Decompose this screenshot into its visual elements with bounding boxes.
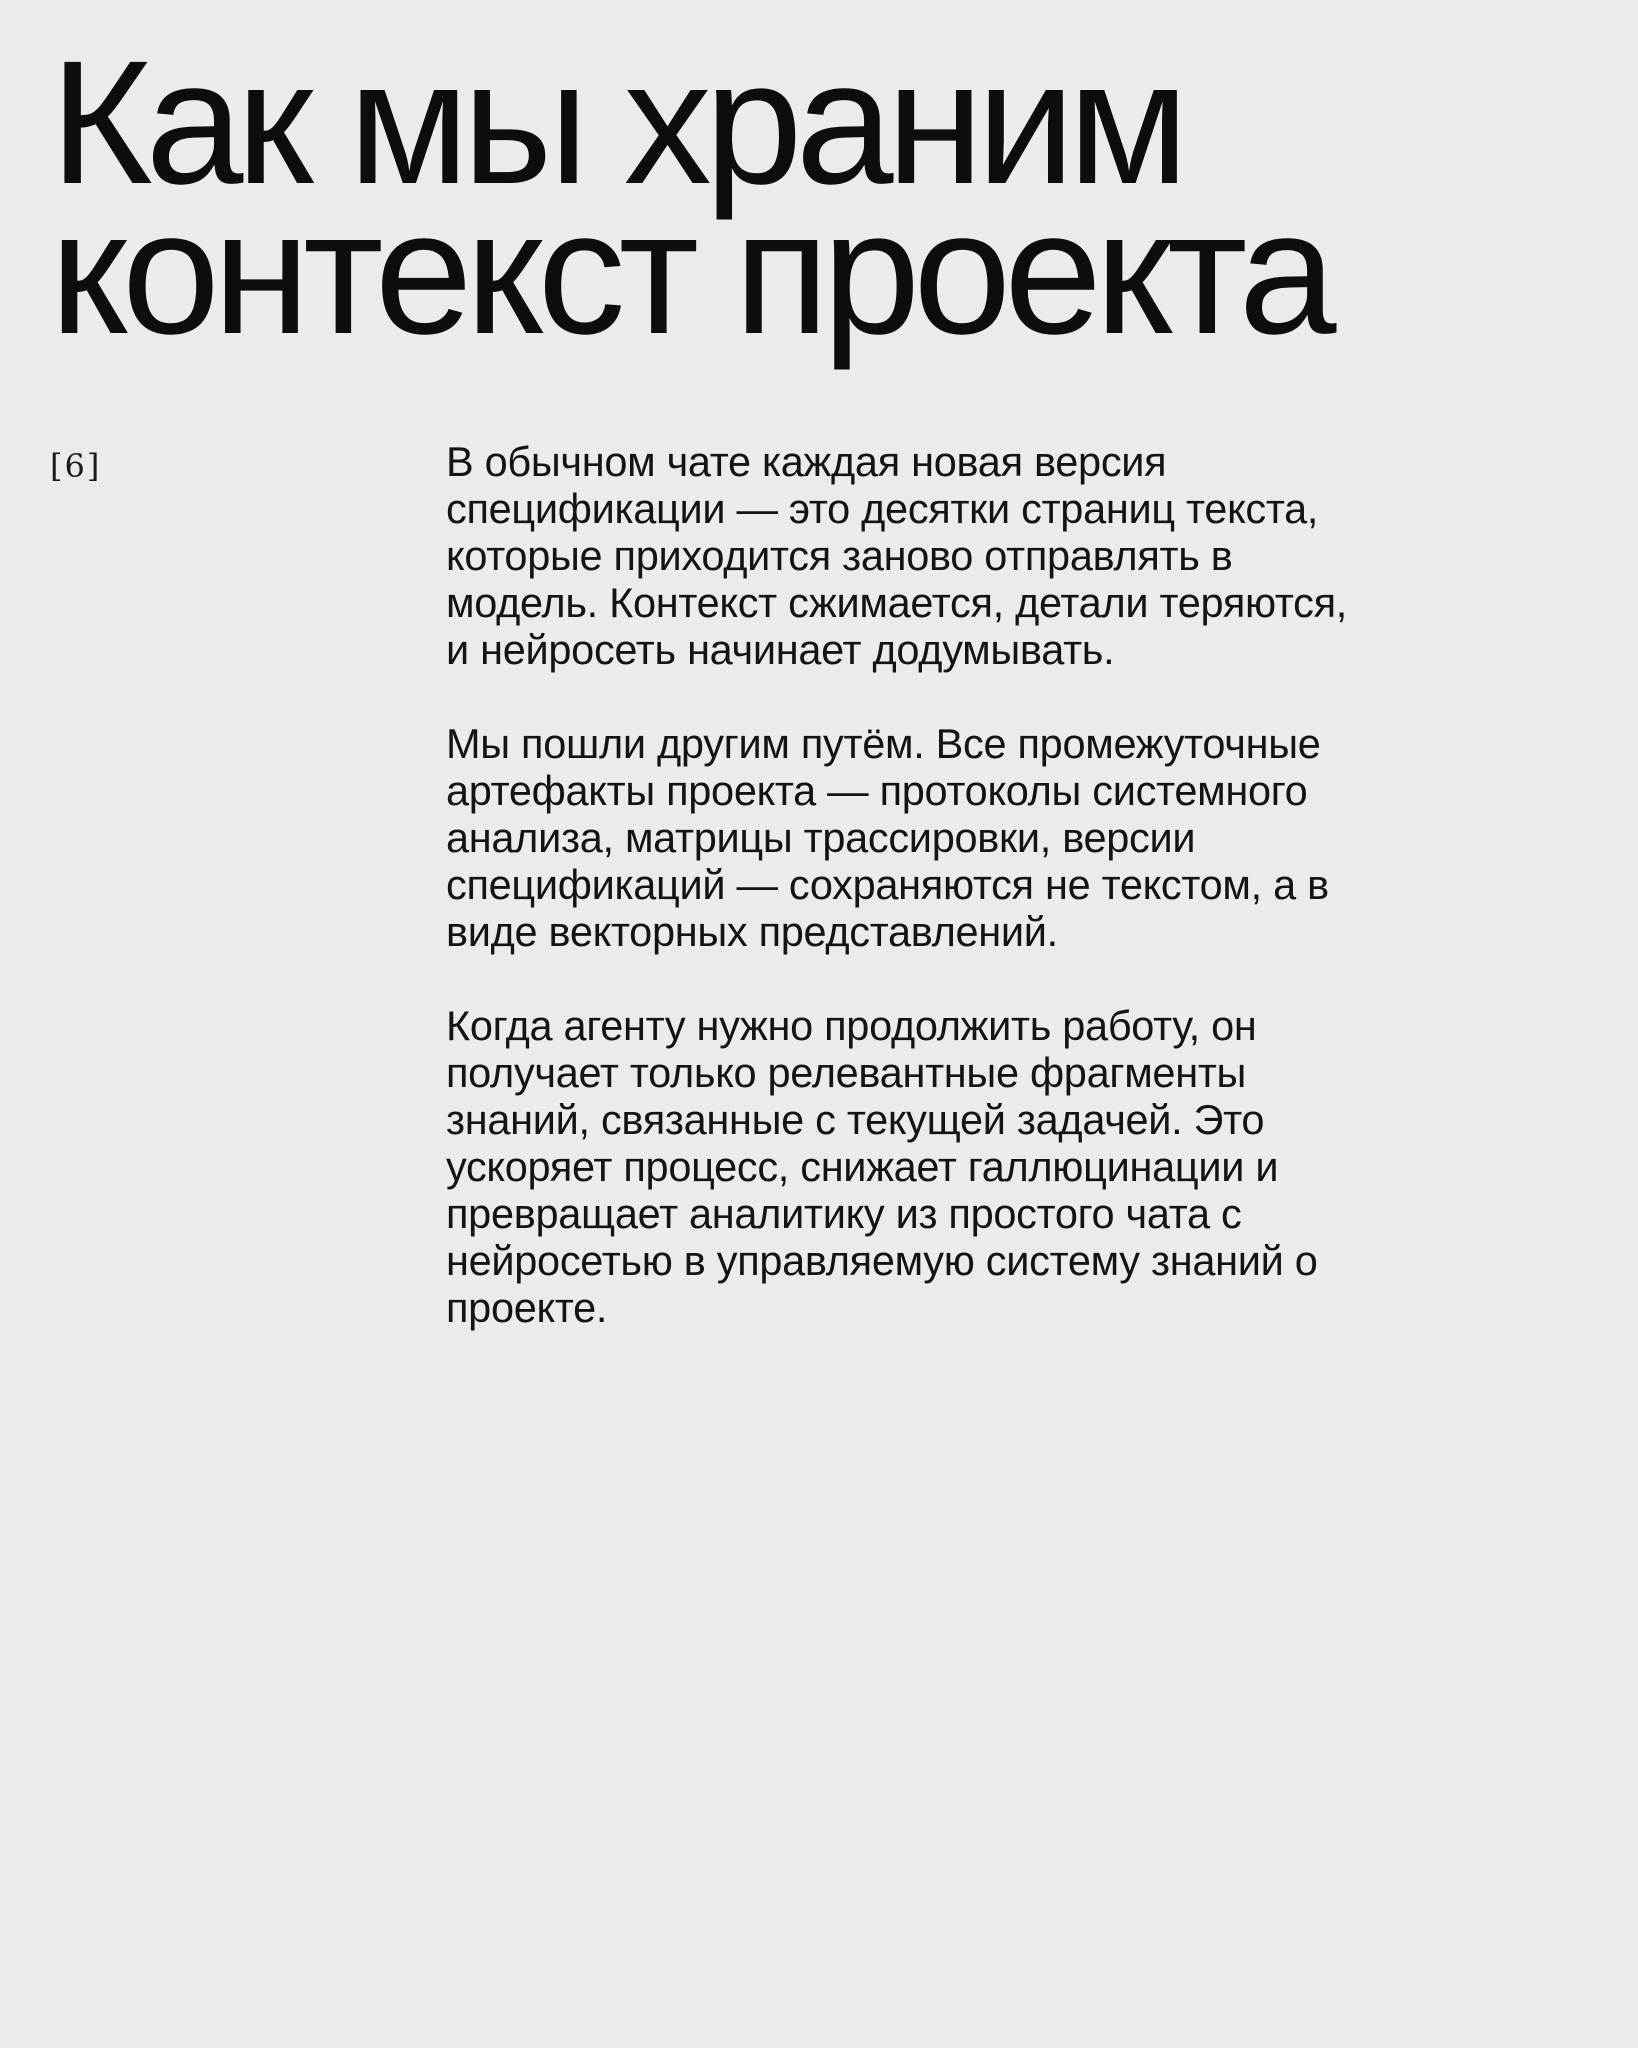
title-line: контекст проекта xyxy=(50,175,1330,371)
text-line: В обычном чате каждая новая версия xyxy=(446,438,1167,485)
text-line: Мы пошли другим путём. Все промежуточные xyxy=(446,720,1321,767)
text-line: проекте. xyxy=(446,1284,608,1331)
text-line: анализа, матрицы трассировки, версии xyxy=(446,814,1196,861)
text-line: знаний, связанные с текущей задачей. Это xyxy=(446,1096,1265,1143)
text-line: которые приходится заново отправлять в xyxy=(446,532,1233,579)
title-line: Как мы храним xyxy=(50,25,1182,221)
paragraph xyxy=(446,1002,1526,1331)
paragraph xyxy=(446,438,1526,673)
page-title xyxy=(50,25,1590,371)
text-line: ускоряет процесс, снижает галлюцинации и xyxy=(446,1143,1279,1190)
text-line: нейросетью в управляемую систему знаний о xyxy=(446,1237,1318,1284)
text-line: Когда агенту нужно продолжить работу, он xyxy=(446,1002,1257,1049)
text-line: виде векторных представлений. xyxy=(446,908,1058,955)
text-line: артефакты проекта — протоколы системного xyxy=(446,767,1308,814)
text-line: получает только релевантные фрагменты xyxy=(446,1049,1247,1096)
text-line: модель. Контекст сжимается, детали теряются, xyxy=(446,579,1347,626)
text-line: и нейросеть начинает додумывать. xyxy=(446,626,1115,673)
text-line: спецификаций — сохраняются не текстом, а в xyxy=(446,861,1329,908)
page-number: [6] xyxy=(50,447,102,485)
body-text xyxy=(446,438,1526,1378)
text-line: превращает аналитику из простого чата с xyxy=(446,1190,1242,1237)
text-line: спецификации — это десятки страниц текста, xyxy=(446,485,1319,532)
paragraph xyxy=(446,720,1526,955)
